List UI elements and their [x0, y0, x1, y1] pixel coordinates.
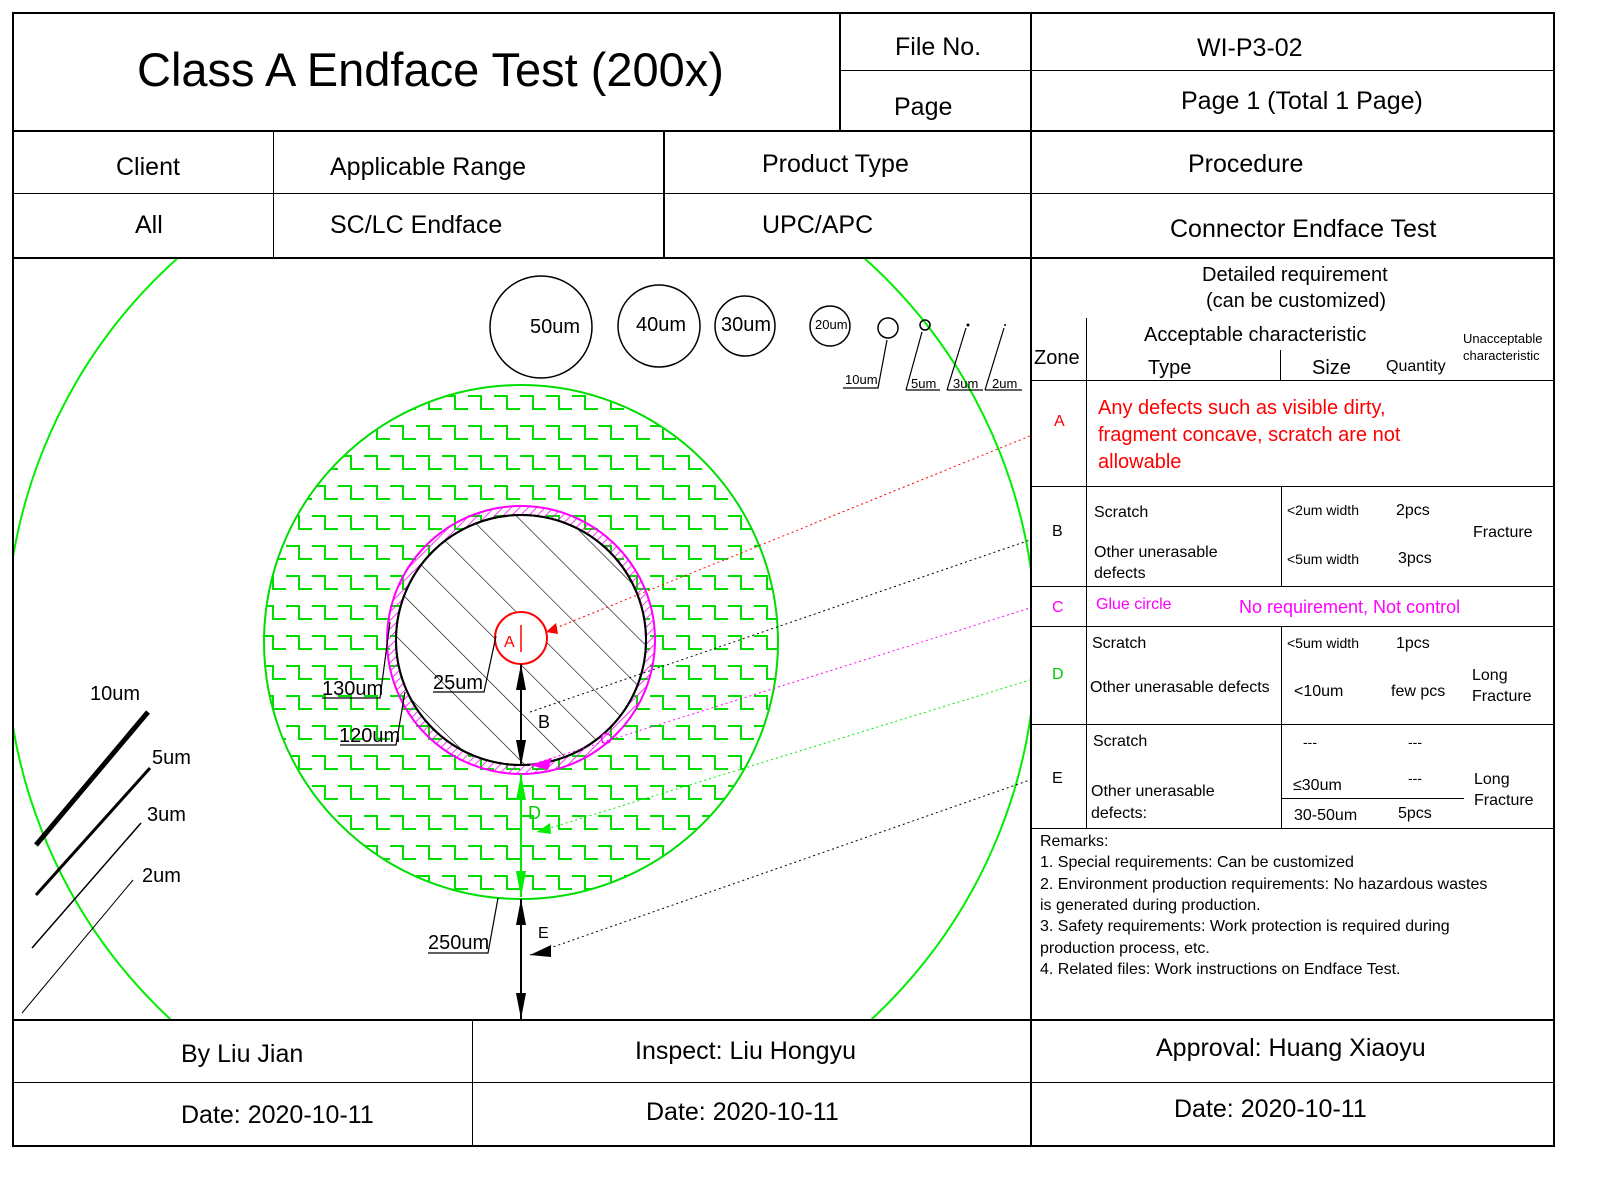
zone-d-qty2: few pcs [1391, 683, 1446, 700]
date-inspector: Date: 2020-10-11 [646, 1098, 839, 1126]
zone-label-e: E [538, 925, 549, 942]
zone-d-unacceptable-1: Long [1472, 667, 1508, 684]
zone-b-type1: Scratch [1094, 504, 1149, 521]
zone-d-type1: Scratch [1092, 635, 1147, 652]
zone-b-size1: <2um width [1287, 502, 1359, 518]
zone-e-qty1: --- [1408, 734, 1422, 750]
dim-label-120um: 120um [339, 725, 401, 747]
zone-b-type2-line2: defects [1094, 565, 1146, 582]
line-label-5um: 5um [152, 747, 191, 769]
zone-e-type1: Scratch [1093, 733, 1148, 750]
line-label-3um: 3um [147, 804, 186, 826]
zone-d-code: D [1052, 666, 1064, 683]
page-value: Page 1 (Total 1 Page) [1181, 87, 1423, 115]
size-header: Size [1312, 357, 1351, 379]
inspector: Inspect: Liu Hongyu [635, 1037, 856, 1065]
range-value: SC/LC Endface [330, 211, 503, 239]
remark-2b: is generated during production. [1040, 897, 1261, 914]
scale-label-50um: 50um [530, 316, 581, 338]
product-value: UPC/APC [762, 211, 874, 239]
req-title-line2: (can be customized) [1206, 290, 1387, 312]
zone-label-b: B [538, 712, 551, 732]
zone-c-note: No requirement, Not control [1239, 597, 1461, 617]
unacceptable-header-1: Unacceptable [1463, 331, 1543, 346]
type-header: Type [1148, 357, 1192, 379]
scale-line-3um [32, 823, 141, 948]
zone-b-type2-line1: Other unerasable [1094, 544, 1218, 561]
zone-b-code: B [1052, 523, 1063, 540]
dim-label-250um: 250um [428, 932, 490, 954]
scale-label-10um: 10um [845, 372, 878, 387]
scale-label-5um: 5um [911, 376, 937, 391]
zone-a-line1: Any defects such as visible dirty, [1098, 397, 1386, 419]
zone-label-a: A [504, 634, 515, 651]
scale-label-40um: 40um [636, 314, 687, 336]
zone-b-qty1: 2pcs [1396, 502, 1430, 519]
zone-b-size2: <5um width [1287, 551, 1359, 567]
quantity-header: Quantity [1386, 358, 1446, 375]
zone-b-unacceptable: Fracture [1473, 524, 1533, 541]
date-approver: Date: 2020-10-11 [1174, 1095, 1367, 1123]
remark-3b: production process, etc. [1040, 940, 1210, 957]
zone-e-qty3: 5pcs [1398, 805, 1432, 822]
procedure-value: Connector Endface Test [1170, 215, 1437, 243]
zone-a-line2: fragment concave, scratch are not [1098, 424, 1401, 446]
page-label: Page [894, 93, 953, 121]
author: By Liu Jian [181, 1040, 304, 1068]
scale-label-3um: 3um [953, 376, 979, 391]
client-label: Client [116, 153, 180, 181]
zone-e-unacceptable-2: Fracture [1474, 792, 1534, 809]
req-title-line1: Detailed requirement [1202, 264, 1388, 286]
zone-d-type2: Other unerasable defects [1090, 679, 1270, 696]
zone-a-line3: allowable [1098, 451, 1182, 473]
scale-line-10um [36, 712, 148, 845]
zone-e-qty2: --- [1408, 770, 1422, 786]
zone-e-size3: 30-50um [1294, 807, 1358, 824]
remark-3a: 3. Safety requirements: Work protection is required during [1040, 918, 1450, 935]
zone-d-qty1: 1pcs [1396, 635, 1430, 652]
zone-e-type2-line1: Other unerasable [1091, 783, 1215, 800]
zone-c-code: C [1052, 599, 1064, 616]
zone-e-size1: --- [1303, 734, 1317, 750]
scale-circle-10um [878, 318, 898, 338]
range-label: Applicable Range [330, 153, 526, 181]
remark-1: 1. Special requirements: Can be customized [1040, 854, 1354, 871]
scale-line-2um [22, 880, 133, 1013]
dim-label-130um: 130um [322, 678, 384, 700]
zone-e-unacceptable-1: Long [1474, 771, 1510, 788]
remark-2a: 2. Environment production requirements: No hazardous wastes [1040, 876, 1488, 893]
zone-e-code: E [1052, 770, 1063, 787]
file-no-value: WI-P3-02 [1197, 34, 1303, 62]
file-no-label: File No. [895, 33, 982, 61]
zone-b-qty2: 3pcs [1398, 550, 1432, 567]
line-label-10um: 10um [90, 683, 141, 705]
zone-label-c: C [600, 731, 612, 748]
approver: Approval: Huang Xiaoyu [1156, 1034, 1426, 1062]
client-value: All [135, 211, 163, 239]
zone-e-type2-line2: defects: [1091, 805, 1148, 822]
zone-e-size2: ≤30um [1293, 777, 1342, 794]
date-author: Date: 2020-10-11 [181, 1101, 374, 1129]
product-label: Product Type [762, 150, 909, 178]
zone-c-type: Glue circle [1096, 596, 1172, 613]
zone-header: Zone [1034, 347, 1080, 369]
remark-4: 4. Related files: Work instructions on Endface Test. [1040, 961, 1401, 978]
remarks-title: Remarks: [1040, 833, 1109, 850]
acceptable-header: Acceptable characteristic [1144, 324, 1367, 346]
scale-label-20um: 20um [815, 317, 848, 332]
dim-label-25um: 25um [433, 672, 484, 694]
scale-label-30um: 30um [721, 314, 772, 336]
scale-label-2um: 2um [992, 376, 1018, 391]
zone-label-d: D [528, 803, 541, 823]
unacceptable-header-2: characteristic [1463, 348, 1540, 363]
procedure-label: Procedure [1188, 150, 1304, 178]
line-label-2um: 2um [142, 865, 181, 887]
zone-a-code: A [1054, 413, 1065, 430]
zone-d-unacceptable-2: Fracture [1472, 688, 1532, 705]
zone-d-size2: <10um [1294, 683, 1344, 700]
document-title: Class A Endface Test (200x) [137, 43, 724, 96]
zone-d-size1: <5um width [1287, 635, 1359, 651]
